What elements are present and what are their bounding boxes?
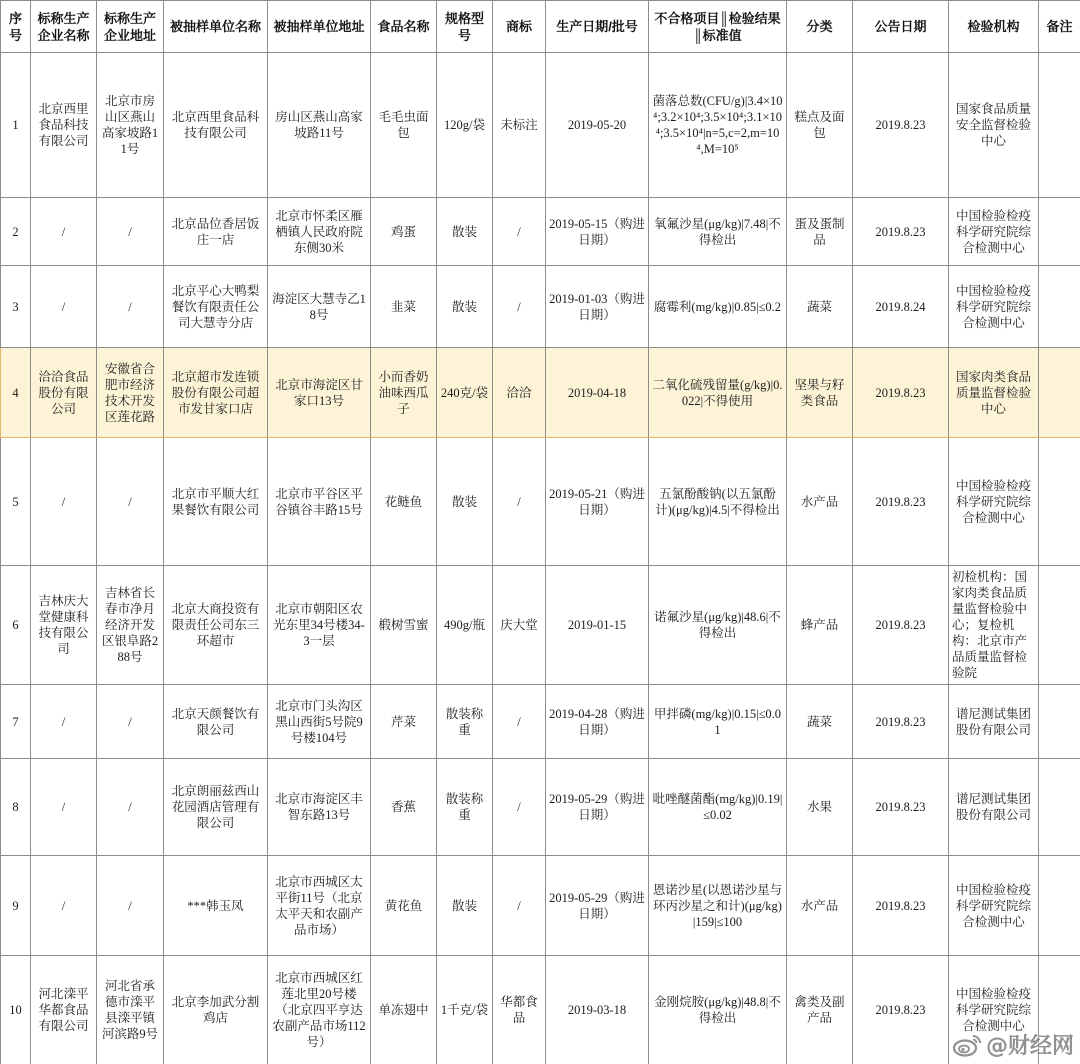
cell-date: 2019-01-03（购进日期）	[546, 266, 649, 348]
header-sampled-name: 被抽样单位名称	[164, 1, 268, 53]
table-header-row	[1, 1, 1080, 53]
cell-date: 2019-04-28（购进日期）	[546, 685, 649, 759]
cell-date: 2019-05-15（购进日期）	[546, 198, 649, 266]
cell-spec: 散装	[437, 856, 493, 956]
cell-food-name: 韭菜	[371, 266, 437, 348]
cell-category: 水产品	[787, 856, 853, 956]
cell-no: 1	[1, 53, 31, 198]
cell-pub-date: 2019.8.23	[853, 759, 949, 856]
cell-spec: 1千克/袋	[437, 956, 493, 1064]
cell-category: 糕点及面包	[787, 53, 853, 198]
header-date: 生产日期/批号	[546, 1, 649, 53]
cell-mfr-name: /	[31, 856, 97, 956]
cell-sampled-name: 北京天颜餐饮有限公司	[164, 685, 268, 759]
cell-date: 2019-05-29（购进日期）	[546, 759, 649, 856]
cell-lab: 中国检验检疫科学研究院综合检测中心	[949, 266, 1039, 348]
cell-mfr-name: /	[31, 198, 97, 266]
header-spec: 规格型号	[437, 1, 493, 53]
header-mfr-name: 标称生产企业名称	[31, 1, 97, 53]
cell-category: 蔬菜	[787, 266, 853, 348]
table-row	[1, 759, 1080, 856]
cell-mfr-addr: 河北省承德市滦平县滦平镇河滨路9号	[97, 956, 164, 1064]
cell-lab: 初检机构：国家肉类食品质量监督检验中心；复检机构：北京市产品质量监督检验院	[949, 566, 1039, 685]
cell-brand: /	[493, 198, 546, 266]
cell-mfr-addr: /	[97, 198, 164, 266]
weibo-logo-icon	[952, 1033, 982, 1057]
cell-spec: 490g/瓶	[437, 566, 493, 685]
watermark	[952, 1029, 1074, 1060]
cell-date: 2019-05-20	[546, 53, 649, 198]
cell-pub-date: 2019.8.23	[853, 956, 949, 1064]
cell-mfr-addr: /	[97, 759, 164, 856]
header-category: 分类	[787, 1, 853, 53]
table-row	[1, 956, 1080, 1064]
table-row	[1, 856, 1080, 956]
cell-no: 9	[1, 856, 31, 956]
cell-remark	[1039, 685, 1080, 759]
cell-date: 2019-05-29（购进日期）	[546, 856, 649, 956]
table-row	[1, 438, 1080, 566]
cell-date: 2019-05-21（购进日期）	[546, 438, 649, 566]
cell-sampled-name: 北京超市发连锁股份有限公司超市发甘家口店	[164, 348, 268, 438]
cell-no: 5	[1, 438, 31, 566]
cell-sampled-name: 北京品位香居饭庄一店	[164, 198, 268, 266]
cell-pub-date: 2019.8.23	[853, 685, 949, 759]
cell-brand: 庆大堂	[493, 566, 546, 685]
cell-result: 甲拌磷(mg/kg)|0.15|≤0.01	[649, 685, 787, 759]
cell-sampled-addr: 北京市门头沟区黑山西街5号院9号楼104号	[268, 685, 371, 759]
header-pub-date: 公告日期	[853, 1, 949, 53]
header-result: 不合格项目║检验结果║标准值	[649, 1, 787, 53]
table-row	[1, 53, 1080, 198]
cell-lab: 国家食品质量安全监督检验中心	[949, 53, 1039, 198]
cell-category: 蜂产品	[787, 566, 853, 685]
cell-result: 恩诺沙星(以恩诺沙星与环丙沙星之和计)(μg/kg)|159|≤100	[649, 856, 787, 956]
cell-sampled-name: 北京李加武分割鸡店	[164, 956, 268, 1064]
cell-brand: /	[493, 438, 546, 566]
cell-sampled-name: ***韩玉凤	[164, 856, 268, 956]
cell-no: 6	[1, 566, 31, 685]
cell-mfr-name: /	[31, 438, 97, 566]
cell-category: 水产品	[787, 438, 853, 566]
cell-no: 7	[1, 685, 31, 759]
cell-spec: 散装	[437, 266, 493, 348]
header-food-name: 食品名称	[371, 1, 437, 53]
cell-sampled-addr: 海淀区大慧寺乙18号	[268, 266, 371, 348]
cell-lab: 中国检验检疫科学研究院综合检测中心	[949, 956, 1039, 1064]
cell-no: 8	[1, 759, 31, 856]
cell-result: 腐霉利(mg/kg)|0.85|≤0.2	[649, 266, 787, 348]
cell-sampled-addr: 北京市朝阳区农光东里34号楼34-3一层	[268, 566, 371, 685]
cell-food-name: 小而香奶油味西瓜子	[371, 348, 437, 438]
cell-sampled-name: 北京朗丽兹西山花园酒店管理有限公司	[164, 759, 268, 856]
cell-category: 蔬菜	[787, 685, 853, 759]
cell-spec: 散装称重	[437, 685, 493, 759]
cell-pub-date: 2019.8.23	[853, 348, 949, 438]
cell-lab: 谱尼测试集团股份有限公司	[949, 685, 1039, 759]
watermark-text: @财经网	[985, 1034, 1074, 1059]
table-row	[1, 566, 1080, 685]
cell-sampled-addr: 北京市怀柔区雁栖镇人民政府院东侧30米	[268, 198, 371, 266]
cell-date: 2019-01-15	[546, 566, 649, 685]
cell-mfr-addr: 北京市房山区燕山高家坡路11号	[97, 53, 164, 198]
cell-sampled-addr: 北京市西城区红莲北里20号楼（北京四平亨达农副产品市场112号）	[268, 956, 371, 1064]
cell-remark	[1039, 266, 1080, 348]
cell-no: 2	[1, 198, 31, 266]
cell-sampled-addr: 北京市西城区太平街11号（北京太平天和农副产品市场）	[268, 856, 371, 956]
cell-mfr-addr: 吉林省长春市净月经济开发区银阜路288号	[97, 566, 164, 685]
cell-result: 菌落总数(CFU/g)|3.4×10⁴;3.2×10⁴;3.5×10⁴;3.1×10⁴;3.5×10⁴|n=5,c=2,m=10⁴,M=10⁵	[649, 53, 787, 198]
cell-brand: /	[493, 856, 546, 956]
header-brand: 商标	[493, 1, 546, 53]
cell-result: 氧氟沙星(μg/kg)|7.48|不得检出	[649, 198, 787, 266]
cell-remark	[1039, 438, 1080, 566]
cell-sampled-name: 北京平心大鸭梨餐饮有限责任公司大慧寺分店	[164, 266, 268, 348]
cell-remark	[1039, 759, 1080, 856]
cell-sampled-addr: 北京市平谷区平谷镇谷丰路15号	[268, 438, 371, 566]
cell-mfr-addr: /	[97, 438, 164, 566]
cell-brand: 华都食品	[493, 956, 546, 1064]
cell-mfr-name: 河北滦平华都食品有限公司	[31, 956, 97, 1064]
cell-food-name: 香蕉	[371, 759, 437, 856]
cell-category: 坚果与籽类食品	[787, 348, 853, 438]
cell-pub-date: 2019.8.23	[853, 53, 949, 198]
cell-pub-date: 2019.8.24	[853, 266, 949, 348]
cell-remark	[1039, 348, 1080, 438]
cell-pub-date: 2019.8.23	[853, 856, 949, 956]
cell-pub-date: 2019.8.23	[853, 198, 949, 266]
cell-remark	[1039, 566, 1080, 685]
cell-category: 水果	[787, 759, 853, 856]
cell-brand: 未标注	[493, 53, 546, 198]
table-row-highlighted	[1, 348, 1080, 438]
cell-sampled-name: 北京市平顺大红果餐饮有限公司	[164, 438, 268, 566]
cell-food-name: 黄花鱼	[371, 856, 437, 956]
cell-category: 蛋及蛋制品	[787, 198, 853, 266]
cell-mfr-addr: /	[97, 856, 164, 956]
header-no: 序号	[1, 1, 31, 53]
cell-spec: 散装	[437, 438, 493, 566]
cell-no: 10	[1, 956, 31, 1064]
cell-mfr-addr: /	[97, 685, 164, 759]
cell-mfr-addr: /	[97, 266, 164, 348]
cell-result: 五氯酚酸钠(以五氯酚计)(μg/kg)|4.5|不得检出	[649, 438, 787, 566]
cell-spec: 散装称重	[437, 759, 493, 856]
cell-food-name: 椴树雪蜜	[371, 566, 437, 685]
cell-pub-date: 2019.8.23	[853, 438, 949, 566]
cell-brand: 洽洽	[493, 348, 546, 438]
cell-remark	[1039, 53, 1080, 198]
cell-category: 禽类及副产品	[787, 956, 853, 1064]
cell-food-name: 单冻翅中	[371, 956, 437, 1064]
cell-lab: 中国检验检疫科学研究院综合检测中心	[949, 856, 1039, 956]
cell-sampled-addr: 北京市海淀区丰智东路13号	[268, 759, 371, 856]
cell-spec: 散装	[437, 198, 493, 266]
cell-mfr-name: /	[31, 266, 97, 348]
cell-spec: 240克/袋	[437, 348, 493, 438]
cell-mfr-name: 北京西里食品科技有限公司	[31, 53, 97, 198]
cell-result: 吡唑醚菌酯(mg/kg)|0.19|≤0.02	[649, 759, 787, 856]
header-remark: 备注	[1039, 1, 1080, 53]
cell-food-name: 鸡蛋	[371, 198, 437, 266]
cell-remark	[1039, 856, 1080, 956]
cell-date: 2019-03-18	[546, 956, 649, 1064]
cell-lab: 中国检验检疫科学研究院综合检测中心	[949, 198, 1039, 266]
cell-pub-date: 2019.8.23	[853, 566, 949, 685]
cell-date: 2019-04-18	[546, 348, 649, 438]
table-row	[1, 198, 1080, 266]
table-row	[1, 266, 1080, 348]
cell-lab: 中国检验检疫科学研究院综合检测中心	[949, 438, 1039, 566]
cell-lab: 谱尼测试集团股份有限公司	[949, 759, 1039, 856]
cell-food-name: 毛毛虫面包	[371, 53, 437, 198]
cell-sampled-addr: 北京市海淀区甘家口13号	[268, 348, 371, 438]
cell-mfr-name: 洽洽食品股份有限公司	[31, 348, 97, 438]
cell-brand: /	[493, 266, 546, 348]
table-row	[1, 685, 1080, 759]
cell-mfr-name: 吉林庆大堂健康科技有限公司	[31, 566, 97, 685]
cell-food-name: 芹菜	[371, 685, 437, 759]
header-mfr-addr: 标称生产企业地址	[97, 1, 164, 53]
header-lab: 检验机构	[949, 1, 1039, 53]
cell-brand: /	[493, 685, 546, 759]
cell-remark	[1039, 198, 1080, 266]
cell-sampled-name: 北京大商投资有限责任公司东三环超市	[164, 566, 268, 685]
cell-sampled-addr: 房山区燕山高家坡路11号	[268, 53, 371, 198]
cell-lab: 国家肉类食品质量监督检验中心	[949, 348, 1039, 438]
cell-mfr-name: /	[31, 759, 97, 856]
cell-result: 诺氟沙星(μg/kg)|48.6|不得检出	[649, 566, 787, 685]
cell-result: 二氧化硫残留量(g/kg)|0.022|不得使用	[649, 348, 787, 438]
cell-spec: 120g/袋	[437, 53, 493, 198]
cell-mfr-name: /	[31, 685, 97, 759]
cell-no: 4	[1, 348, 31, 438]
cell-brand: /	[493, 759, 546, 856]
cell-result: 金刚烷胺(μg/kg)|48.8|不得检出	[649, 956, 787, 1064]
cell-no: 3	[1, 266, 31, 348]
cell-mfr-addr: 安徽省合肥市经济技术开发区莲花路	[97, 348, 164, 438]
cell-food-name: 花鲢鱼	[371, 438, 437, 566]
cell-sampled-name: 北京西里食品科技有限公司	[164, 53, 268, 198]
header-sampled-addr: 被抽样单位地址	[268, 1, 371, 53]
